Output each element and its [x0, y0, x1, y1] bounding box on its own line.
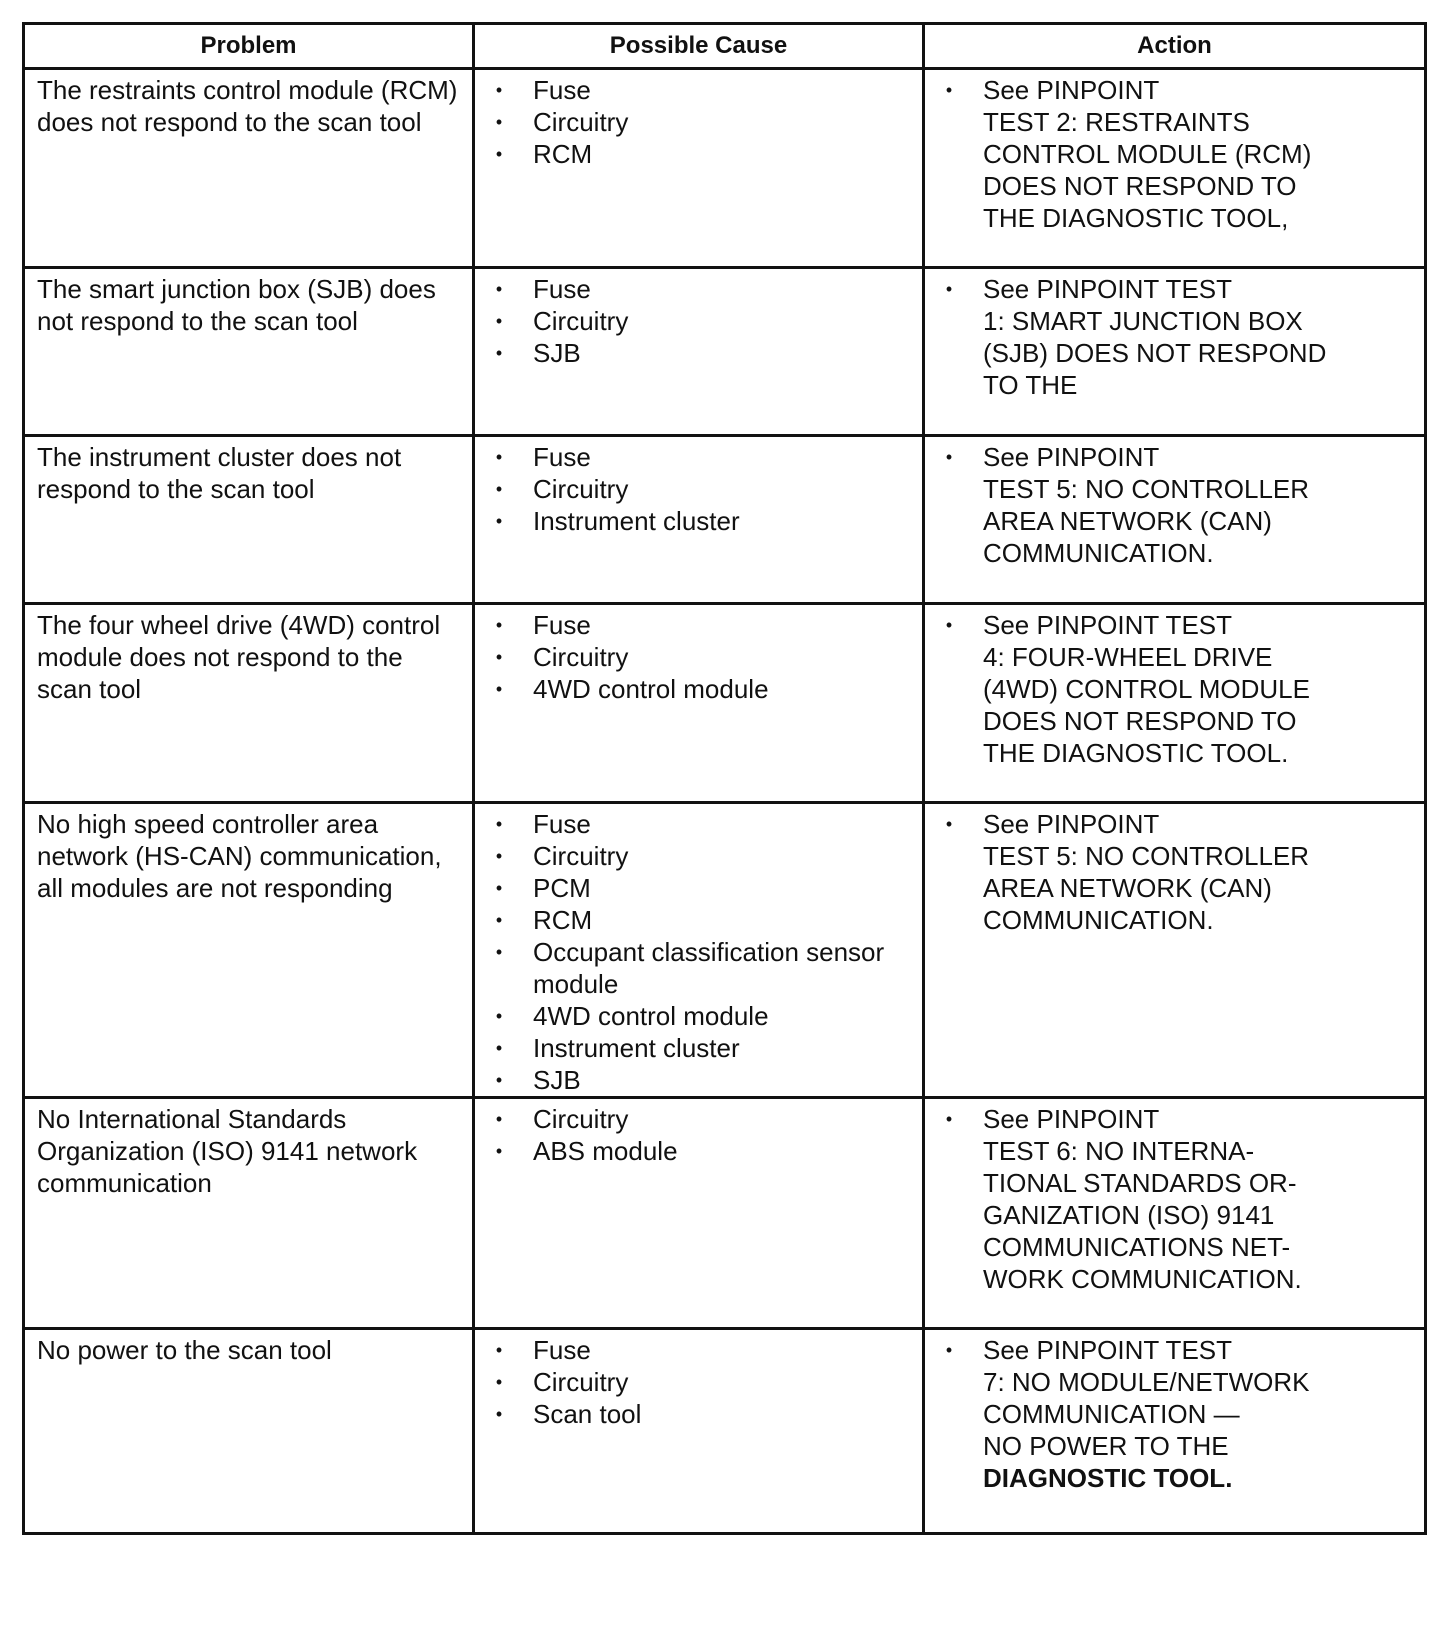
action-list-item [937, 273, 1414, 401]
cause-text: Instrument cluster [533, 506, 740, 536]
cause-list-item [487, 138, 912, 170]
pinpoint-test-reference-line: TEST 2: RESTRAINTS [983, 107, 1250, 137]
symptom-chart-table [22, 22, 1427, 1535]
cause-list-item [487, 936, 912, 1000]
pinpoint-test-reference-line: See PINPOINT [983, 809, 1160, 839]
bullet-icon: • [495, 511, 503, 531]
pinpoint-test-reference-line: See PINPOINT [983, 75, 1160, 105]
action-list-item [937, 1103, 1414, 1295]
cause-text: SJB [533, 338, 581, 368]
bullet-icon: • [495, 80, 503, 100]
bullet-icon: • [495, 1006, 503, 1026]
cause-text: Circuitry [533, 642, 629, 672]
pinpoint-test-reference-line: (4WD) CONTROL MODULE [983, 674, 1310, 704]
action-list-item [937, 609, 1414, 769]
cause-list-item [487, 473, 912, 505]
header-problem: Problem [24, 24, 474, 69]
bullet-icon: • [945, 1340, 953, 1360]
problem-text: No power to the scan tool [37, 1335, 332, 1365]
pinpoint-test-reference-line: 1: SMART JUNCTION BOX [983, 306, 1303, 336]
problem-text: No high speed controller area network (HS-CAN) communication, all modules are not responding [37, 809, 442, 903]
cause-list-item [487, 1334, 912, 1366]
cause-list-item [487, 273, 912, 305]
cause-text: Fuse [533, 1335, 591, 1365]
pinpoint-test-reference-line: AREA NETWORK (CAN) [983, 506, 1272, 536]
problem-cell [24, 268, 474, 436]
pinpoint-test-reference-line: TIONAL STANDARDS OR- [983, 1168, 1297, 1198]
cause-list [487, 808, 912, 1096]
action-list [937, 273, 1414, 401]
cause-text: RCM [533, 139, 593, 169]
bullet-icon: • [495, 112, 503, 132]
cause-list-item [487, 872, 912, 904]
possible-cause-cell [474, 1329, 924, 1534]
bullet-icon: • [945, 1109, 953, 1129]
pinpoint-test-reference-bold-line: DIAGNOSTIC TOOL. [983, 1463, 1233, 1493]
cause-text: Circuitry [533, 306, 629, 336]
possible-cause-cell [474, 69, 924, 268]
bullet-icon: • [945, 814, 953, 834]
bullet-icon: • [495, 615, 503, 635]
cause-text: ABS module [533, 1136, 678, 1166]
pinpoint-test-reference-line: 7: NO MODULE/NETWORK [983, 1367, 1310, 1397]
possible-cause-cell [474, 268, 924, 436]
pinpoint-test-reference-line: COMMUNICATION. [983, 905, 1214, 935]
cause-text: Fuse [533, 75, 591, 105]
bullet-icon: • [495, 1372, 503, 1392]
cause-text: 4WD control module [533, 674, 769, 704]
bullet-icon: • [495, 144, 503, 164]
bullet-icon: • [495, 1404, 503, 1424]
action-list-item [937, 808, 1414, 936]
cause-text: Fuse [533, 442, 591, 472]
cause-list [487, 74, 912, 170]
cause-text: Fuse [533, 809, 591, 839]
action-cell [924, 268, 1426, 436]
action-list-item [937, 1334, 1414, 1494]
cause-text: Fuse [533, 610, 591, 640]
table-row [24, 69, 1426, 268]
action-list [937, 609, 1414, 769]
table-row [24, 436, 1426, 604]
possible-cause-cell [474, 436, 924, 604]
cause-text: Circuitry [533, 841, 629, 871]
bullet-icon: • [945, 615, 953, 635]
pinpoint-test-reference-line: See PINPOINT [983, 1104, 1160, 1134]
bullet-icon: • [495, 1109, 503, 1129]
action-cell [924, 803, 1426, 1098]
cause-list-item [487, 1398, 912, 1430]
bullet-icon: • [495, 814, 503, 834]
cause-list-item [487, 1103, 912, 1135]
bullet-icon: • [495, 1340, 503, 1360]
pinpoint-test-reference-line: GANIZATION (ISO) 9141 [983, 1200, 1275, 1230]
problem-cell [24, 604, 474, 803]
problem-cell [24, 1329, 474, 1534]
pinpoint-test-reference-line: TO THE [983, 370, 1078, 400]
bullet-icon: • [495, 910, 503, 930]
action-list [937, 1103, 1414, 1295]
cause-list-item [487, 609, 912, 641]
cause-list-item [487, 641, 912, 673]
cause-list-item [487, 1366, 912, 1398]
cause-list-item [487, 106, 912, 138]
action-list [937, 808, 1414, 936]
table-body [24, 69, 1426, 1534]
problem-cell [24, 803, 474, 1098]
pinpoint-test-reference-line: DOES NOT RESPOND TO [983, 171, 1297, 201]
cause-list-item [487, 337, 912, 369]
cause-text: Fuse [533, 274, 591, 304]
cause-list [487, 441, 912, 537]
problem-text: The instrument cluster does not respond to the scan tool [37, 442, 402, 504]
cause-list [487, 1334, 912, 1430]
problem-cell [24, 1098, 474, 1329]
header-possible-cause: Possible Cause [474, 24, 924, 69]
pinpoint-test-reference-line: TEST 5: NO CONTROLLER [983, 474, 1310, 504]
action-list [937, 1334, 1414, 1494]
cause-text: PCM [533, 873, 591, 903]
pinpoint-test-reference-line: COMMUNICATION — [983, 1399, 1240, 1429]
pinpoint-test-reference-line: CONTROL MODULE (RCM) [983, 139, 1312, 169]
bullet-icon: • [495, 679, 503, 699]
bullet-icon: • [945, 447, 953, 467]
cause-list-item [487, 840, 912, 872]
cause-list-item [487, 1032, 912, 1064]
cause-list-item [487, 74, 912, 106]
bullet-icon: • [495, 1141, 503, 1161]
cause-list-item [487, 1135, 912, 1167]
action-list-item [937, 74, 1414, 234]
possible-cause-cell [474, 1098, 924, 1329]
cause-list [487, 1103, 912, 1167]
pinpoint-test-reference-line: WORK COMMUNICATION. [983, 1264, 1302, 1294]
action-list [937, 74, 1414, 234]
action-cell [924, 604, 1426, 803]
table-row [24, 803, 1426, 1098]
possible-cause-cell [474, 803, 924, 1098]
cause-list [487, 609, 912, 705]
pinpoint-test-reference-line: AREA NETWORK (CAN) [983, 873, 1272, 903]
pinpoint-test-reference-line: (SJB) DOES NOT RESPOND [983, 338, 1327, 368]
pinpoint-test-reference-line: TEST 5: NO CONTROLLER [983, 841, 1310, 871]
pinpoint-test-reference-line: THE DIAGNOSTIC TOOL, [983, 203, 1289, 233]
bullet-icon: • [495, 1070, 503, 1090]
cause-text: RCM [533, 905, 593, 935]
cause-text: SJB [533, 1065, 581, 1095]
table-row [24, 1098, 1426, 1329]
header-row [24, 24, 1426, 69]
bullet-icon: • [495, 447, 503, 467]
action-cell [924, 1098, 1426, 1329]
table-row [24, 1329, 1426, 1534]
pinpoint-test-reference-line: COMMUNICATIONS NET- [983, 1232, 1291, 1262]
problem-cell [24, 69, 474, 268]
cause-text: Scan tool [533, 1399, 642, 1429]
pinpoint-test-reference-line: See PINPOINT [983, 442, 1160, 472]
bullet-icon: • [495, 1038, 503, 1058]
cause-list [487, 273, 912, 369]
cause-list-item [487, 673, 912, 705]
cause-list-item [487, 305, 912, 337]
bullet-icon: • [945, 279, 953, 299]
pinpoint-test-reference-line: See PINPOINT TEST [983, 1335, 1233, 1365]
action-cell [924, 1329, 1426, 1534]
cause-list-item [487, 1064, 912, 1096]
cause-text: Circuitry [533, 1367, 629, 1397]
pinpoint-test-reference-line: NO POWER TO THE [983, 1431, 1229, 1461]
cause-list-item [487, 505, 912, 537]
cause-text: Circuitry [533, 474, 629, 504]
bullet-icon: • [495, 343, 503, 363]
diagnostic-table-page [22, 22, 1424, 1535]
pinpoint-test-reference-line: COMMUNICATION. [983, 538, 1214, 568]
bullet-icon: • [495, 942, 503, 962]
pinpoint-test-reference-line: See PINPOINT TEST [983, 610, 1233, 640]
action-list-item [937, 441, 1414, 569]
action-cell [924, 436, 1426, 604]
cause-text: Circuitry [533, 107, 629, 137]
cause-text: Circuitry [533, 1104, 629, 1134]
pinpoint-test-reference-line: TEST 6: NO INTERNA- [983, 1136, 1255, 1166]
bullet-icon: • [495, 878, 503, 898]
problem-text: The four wheel drive (4WD) control module does not respond to the scan tool [37, 610, 441, 704]
possible-cause-cell [474, 604, 924, 803]
cause-list-item [487, 808, 912, 840]
problem-text: No International Standards Organization (ISO) 9141 network communication [37, 1104, 418, 1198]
pinpoint-test-reference-line: 4: FOUR-WHEEL DRIVE [983, 642, 1273, 672]
bullet-icon: • [495, 846, 503, 866]
bullet-icon: • [495, 647, 503, 667]
problem-text: The restraints control module (RCM) does not respond to the scan tool [37, 75, 458, 137]
table-row [24, 604, 1426, 803]
pinpoint-test-reference-line: See PINPOINT TEST [983, 274, 1233, 304]
cause-text: Occupant classification sensor module [533, 937, 885, 999]
action-cell [924, 69, 1426, 268]
problem-text: The smart junction box (SJB) does not respond to the scan tool [37, 274, 436, 336]
cause-list-item [487, 904, 912, 936]
bullet-icon: • [495, 311, 503, 331]
bullet-icon: • [495, 279, 503, 299]
pinpoint-test-reference-line: THE DIAGNOSTIC TOOL. [983, 738, 1289, 768]
cause-list-item [487, 441, 912, 473]
bullet-icon: • [495, 479, 503, 499]
header-action: Action [924, 24, 1426, 69]
cause-list-item [487, 1000, 912, 1032]
cause-text: 4WD control module [533, 1001, 769, 1031]
cause-text: Instrument cluster [533, 1033, 740, 1063]
action-list [937, 441, 1414, 569]
bullet-icon: • [945, 80, 953, 100]
table-row [24, 268, 1426, 436]
problem-cell [24, 436, 474, 604]
pinpoint-test-reference-line: DOES NOT RESPOND TO [983, 706, 1297, 736]
